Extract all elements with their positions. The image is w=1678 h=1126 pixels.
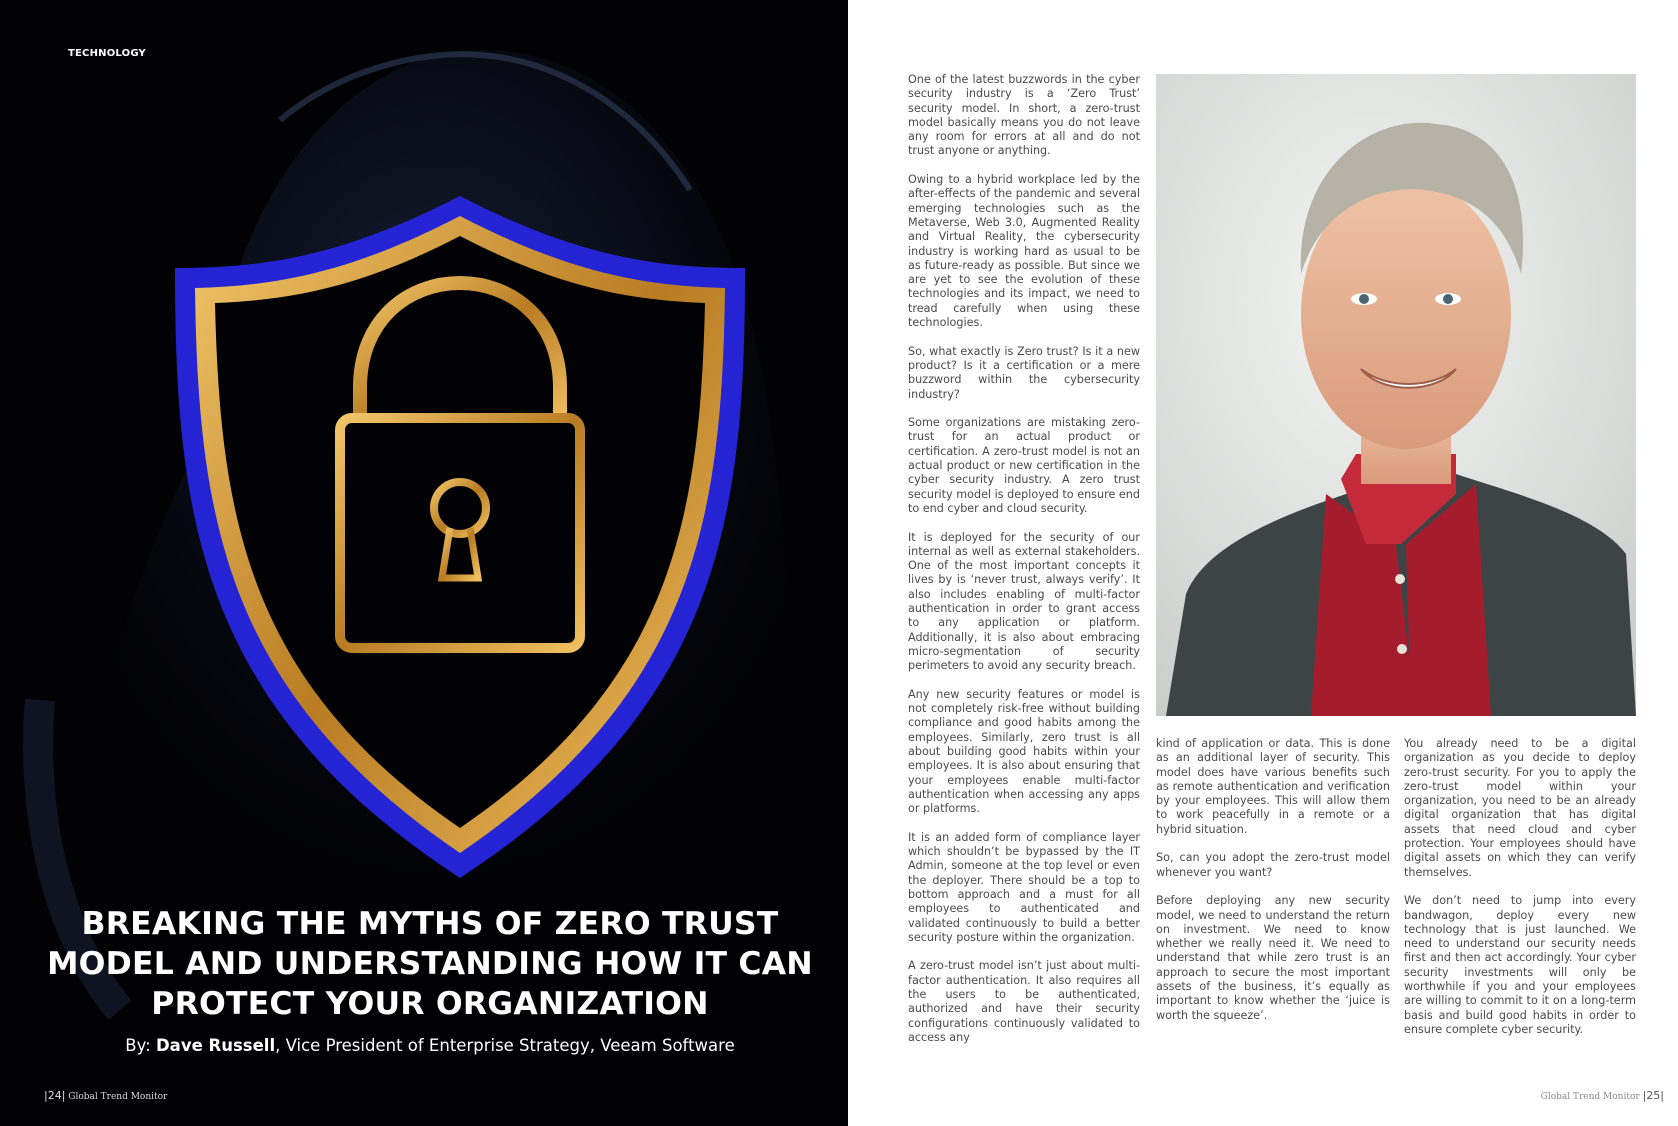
page-number: |25| [1642,1089,1664,1102]
paragraph: Any new security features or model is not completely risk-free without building compliance and good habits among the employees. Similarly, zero trust is all about building good habits within your employees. It is also about ensuring that your employees enable multi-factor authentication when accessing any apps or platforms. [908,687,1140,816]
author-name: Dave Russell [155,1036,276,1055]
paragraph: So, can you adopt the zero-trust model whenever you want? [1156,851,1390,879]
padlock-shield-icon [160,188,760,888]
paragraph: A zero-trust model isn’t just about multi-factor authentication. It also requires all the users to be authenticated, authorized and have their security configurations continuously validated to access any [908,959,1140,1044]
publication-name: Global Trend Monitor [1540,1092,1640,1102]
headline [40,904,820,1024]
section-label: TECHNOLOGY [68,48,146,59]
paragraph: It is an added form of compliance layer which shouldn’t be bypassed by the IT Admin, someone at the top level or even the deployer. There should be a top to bottom approach and a must for all employees to authenticated and validated continuously to build a better security posture within the organization. [908,830,1140,944]
headline-line: PROTECT YOUR ORGANIZATION [151,986,709,1022]
byline [40,1036,820,1055]
paragraph: So, what exactly is Zero trust? Is it a new product? Is it a certification or a mere buzzword within the cybersecurity industry? [908,344,1140,401]
publication-name: Global Trend Monitor [68,1092,168,1102]
folio-left [44,1089,167,1102]
article-column-2 [1156,737,1390,1037]
paragraph: You already need to be a digital organization as you decide to deploy zero-trust security. For you to apply the zero-trust model within your organization, you need to be an already digital organization that has digital assets that need cloud and cyber protection. Your employees should have digital assets on which they can verify themselves. [1404,737,1636,879]
paragraph: We don’t need to jump into every bandwagon, deploy every new technology that is just launched. We need to understand our security needs first and then act accordingly. Your cyber security investments will only be worthwhile if you and your employees are willing to commit to it on a long-term basis and build good habits in order to ensure complete cyber security. [1404,894,1636,1036]
author-portrait [1156,74,1636,716]
paragraph: It is deployed for the security of our internal as well as external stakeholders. One of the most important concepts it lives by is ‘never trust, always verify’. It also includes enabling of multi-factor authentication in order to grant access to any application or platform. Additionally, it is also about embracing micro-segmentation of security perimeters to avoid any security breach. [908,530,1140,673]
folio-right [1541,1089,1664,1102]
author-role: , Vice President of Enterprise Strategy, Veeam Software [275,1036,735,1055]
headline-line: BREAKING THE MYTHS OF ZERO TRUST [81,906,779,942]
article-column-1 [908,73,1140,1059]
article-column-3 [1404,737,1636,1052]
paragraph: kind of application or data. This is done as an additional layer of security. This model does have various benefits such as remote authentication and verification by your employees. This will allow them to work peacefully in a remote or a hybrid situation. [1156,737,1390,836]
paragraph: Some organizations are mistaking zero-trust for an actual product or certification. A zero-trust model is not an actual product or new certification in the cyber security industry. A zero trust security model is deployed to ensure end to end cyber and cloud security. [908,416,1140,515]
paragraph: Owing to a hybrid workplace led by the after-effects of the pandemic and several emerging technologies such as the Metaverse, Web 3.0, Augmented Reality and Virtual Reality, the cybersecurity industry is working hard as usual to be as future-ready as possible. But since we are yet to see the evolution of these technologies and its impact, we need to tread carefully when using these technologies. [908,173,1140,330]
byline-prefix: By: [125,1036,156,1055]
paragraph: One of the latest buzzwords in the cyber security industry is a ‘Zero Trust’ security model. In short, a zero-trust model basically means you do not leave any room for errors at all and do not trust anyone or anything. [908,73,1140,158]
right-page [848,0,1678,1126]
page-number: |24| [44,1089,66,1102]
headline-line: MODEL AND UNDERSTANDING HOW IT CAN [47,946,813,982]
paragraph: Before deploying any new security model, we need to understand the return on investment. We need to know whether we really need it. We need to understand that while zero trust is an approach to secure the most important assets of the business, it’s equally as important to know whether the ‘juice is worth the squeeze’. [1156,894,1390,1022]
